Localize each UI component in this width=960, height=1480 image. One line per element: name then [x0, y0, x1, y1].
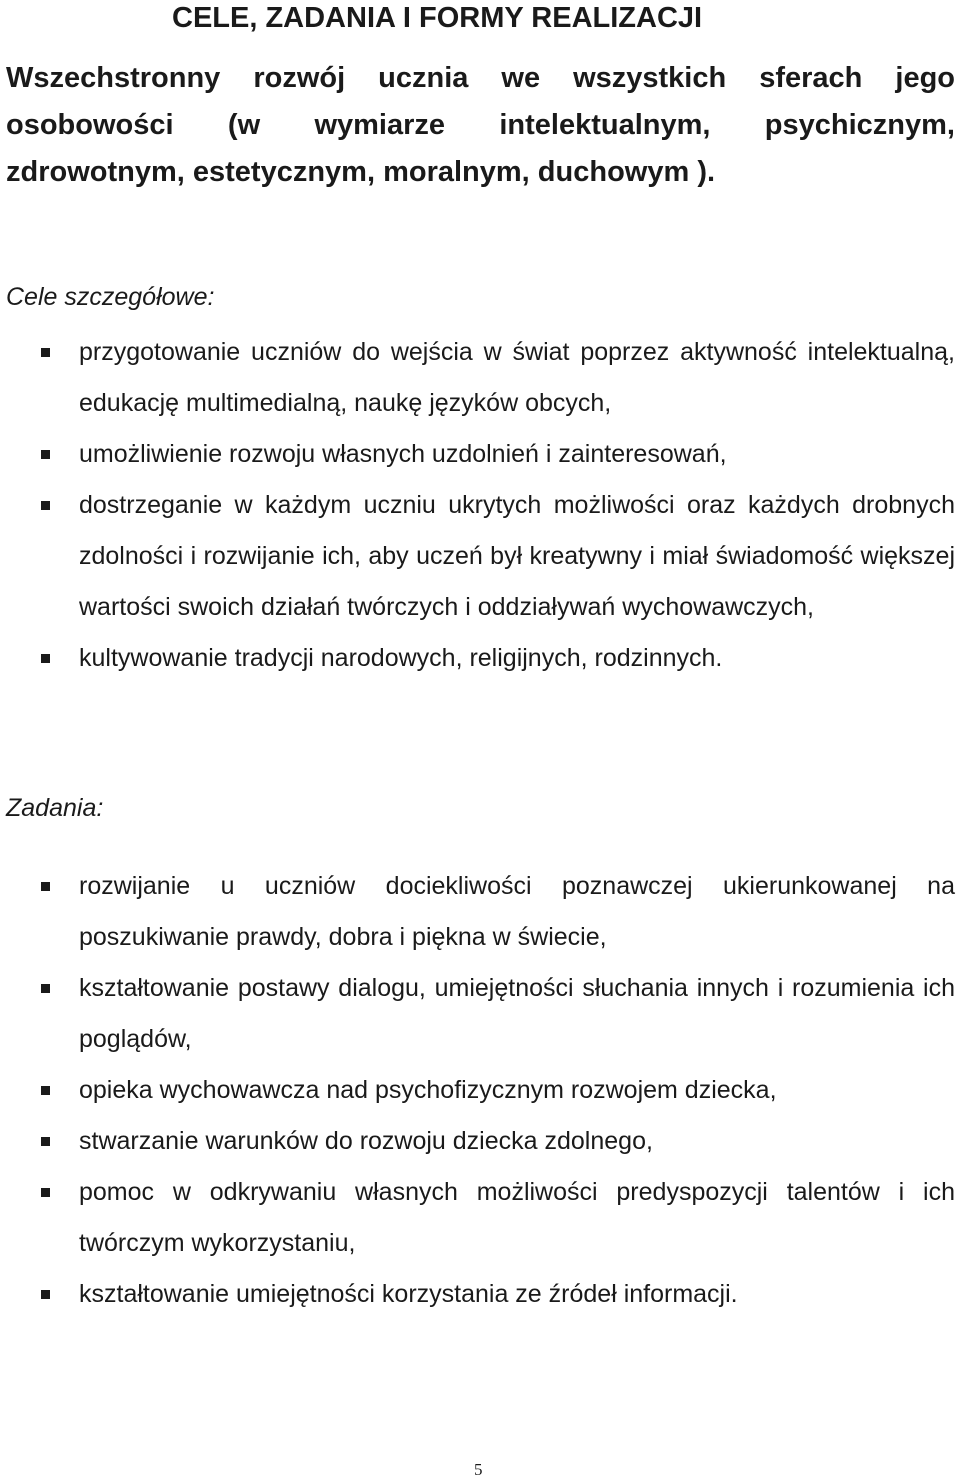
square-bullet-icon — [41, 654, 50, 663]
list-item-text: kształtowanie umiejętności korzystania ze źródeł informacji. — [79, 1280, 738, 1308]
list-item — [0, 1116, 955, 1167]
square-bullet-icon — [41, 450, 50, 459]
square-bullet-icon — [41, 1137, 50, 1146]
square-bullet-icon — [41, 501, 50, 510]
list-item — [0, 1269, 955, 1320]
list-item-text: pomoc w odkrywaniu własnych możliwości predyspozycji talentów i ich twórczym wykorzystaniu, — [79, 1178, 955, 1257]
list-item-text: rozwijanie u uczniów dociekliwości poznawczej ukierunkowanej na poszukiwanie prawdy, dobra i piękna w świecie, — [79, 872, 955, 951]
list-item — [0, 429, 955, 480]
list-item-text: umożliwienie rozwoju własnych uzdolnień i zainteresowań, — [79, 440, 727, 468]
square-bullet-icon — [41, 348, 50, 357]
list-item — [0, 480, 955, 633]
list-item — [0, 633, 955, 684]
list-item-text: kultywowanie tradycji narodowych, religijnych, rodzinnych. — [79, 644, 723, 672]
list-item-text: przygotowanie uczniów do wejścia w świat poprzez aktywność intelektualną, edukację multimedialną, naukę języków obcych, — [79, 338, 955, 417]
square-bullet-icon — [41, 882, 50, 891]
list-item — [0, 327, 955, 429]
list-item-text: opieka wychowawcza nad psychofizycznym rozwojem dziecka, — [79, 1076, 777, 1104]
tasks-list — [0, 861, 960, 1320]
document-title: CELE, ZADANIA I FORMY REALIZACJI — [172, 2, 703, 34]
list-item — [0, 1167, 955, 1269]
square-bullet-icon — [41, 1290, 50, 1299]
list-item — [0, 861, 955, 963]
tasks-heading: Zadania: — [6, 794, 104, 822]
list-item — [0, 1065, 955, 1116]
page-number: 5 — [474, 1460, 483, 1479]
square-bullet-icon — [41, 984, 50, 993]
square-bullet-icon — [41, 1188, 50, 1197]
list-item-text: kształtowanie postawy dialogu, umiejętności słuchania innych i rozumienia ich poglądów, — [79, 974, 955, 1053]
square-bullet-icon — [41, 1086, 50, 1095]
list-item — [0, 963, 955, 1065]
intro-paragraph: Wszechstronny rozwój ucznia we wszystkich sferach jego osobowości (w wymiarze intelektualnym, psychicznym, zdrowotnym, estetycznym, moralnym, duchowym ). — [6, 62, 955, 188]
list-item-text: stwarzanie warunków do rozwoju dziecka zdolnego, — [79, 1127, 653, 1155]
list-item-text: dostrzeganie w każdym uczniu ukrytych możliwości oraz każdych drobnych zdolności i rozwijanie ich, aby uczeń był kreatywny i miał świadomość większej wartości swoich działań twórczych i oddziaływań wychowawczych, — [79, 491, 955, 621]
goals-list — [0, 327, 960, 684]
goals-heading: Cele szczegółowe: — [6, 283, 215, 311]
